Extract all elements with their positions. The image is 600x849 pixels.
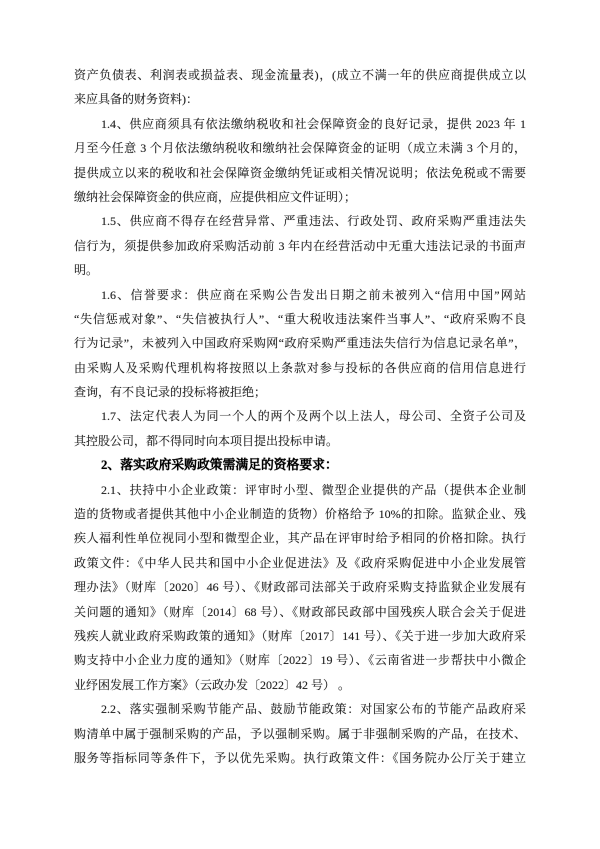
section-heading-block [74, 453, 526, 477]
paragraph-line: 查询，有不良记录的投标将被拒绝； [74, 385, 267, 400]
paragraph-line: 服务等指标同等条件下，予以优先采购。执行政策文件：《国务院办公厅关于建立 [74, 750, 526, 765]
paragraph-line: 2.1、扶持中小企业政策：评审时小型、微型企业提供的产品（提供本企业制 [101, 482, 526, 497]
paragraph-line: 疾人福利性单位视同小型和微型企业，其产品在评审时给予相同的价格扣除。执行 [74, 531, 526, 546]
paragraph-line: 提供成立以来的税收和社会保障资金缴纳凭证或相关情况说明；依法免税或不需要 [74, 165, 526, 180]
paragraph-line: 来应具备的财务资料)： [74, 92, 198, 107]
paragraph-line: 购支持中小企业力度的通知》（财库〔2022〕19 号）、《云南省进一步帮扶中小微企 [74, 653, 526, 668]
paragraph [74, 697, 526, 770]
paragraph-line: 2.2、落实强制采购节能产品、鼓励节能政策：对国家公布的节能产品政府采 [101, 702, 526, 717]
paragraph-line: 关问题的通知》（财库〔2014〕68 号）、《财政部民政部中国残疾人联合会关于促进 [74, 604, 526, 619]
paragraph-line: 1.7、法定代表人为同一个人的两个及两个以上法人，母公司、全资子公司及 [101, 409, 526, 424]
paragraph-line: 造的货物或者提供其他中小企业制造的货物）价格给予 10%的扣除。监狱企业、残 [74, 507, 526, 522]
paragraph [74, 478, 526, 698]
paragraph-line: 理办法》（财库〔2020〕46 号）、《财政部司法部关于政府采购支持监狱企业发展有 [74, 580, 526, 595]
paragraph-line: 信行为，须提供参加政府采购活动前 3 年内在经营活动中无重大违法记录的书面声 [74, 238, 526, 253]
paragraph [74, 283, 526, 405]
paragraph-line: 1.4、供应商须具有依法缴纳税收和社会保障资金的良好记录，提供 2023 年 1 [101, 116, 526, 131]
paragraph [74, 63, 526, 112]
paragraph-line: 缴纳社会保障资金的供应商，应提供相应文件证明）； [74, 189, 357, 204]
paragraph-line: 月至今任意 3 个月依法缴纳税收和缴纳社会保障资金的证明（成立未满 3 个月的， [74, 141, 526, 156]
paragraph-line: 明。 [74, 263, 99, 278]
paragraph-line: 资产负债表、利润表或损益表、现金流量表)，(成立不满一年的供应商提供成立以 [74, 68, 526, 82]
paragraph-line: 政策文件：《中华人民共和国中小企业促进法》及《政府采购促进中小企业发展管 [74, 555, 526, 570]
paragraph-line: 行为记录”，未被列入中国政府采购网“政府采购严重违法失信行为信息记录名单”， [74, 336, 526, 351]
document-body [74, 63, 526, 770]
paragraph-line: 1.6、信誉要求：供应商在采购公告发出日期之前未被列入“信用中国”网站 [101, 287, 526, 302]
paragraph-line: 残疾人就业政府采购政策的通知》（财库〔2017〕141 号）、《关于进一步加大政府采 [74, 628, 526, 643]
paragraph-line: 业纾困发展工作方案》（云政办发〔2022〕42 号） 。 [74, 677, 351, 692]
paragraph-line: “失信惩戒对象”、“失信被执行人”、“重大税收违法案件当事人”、“政府采购不良 [74, 311, 526, 326]
paragraph [74, 112, 526, 210]
paragraph-line: 由采购人及采购代理机构将按照以上条款对参与投标的各供应商的信用信息进行 [74, 360, 526, 375]
paragraph-line: 其控股公司，都不得同时向本项目提出投标申请。 [74, 433, 339, 448]
paragraph-line: 1.5、供应商不得存在经营异常、严重违法、行政处罚、政府采购严重违法失 [101, 214, 526, 229]
paragraph [74, 209, 526, 282]
paragraph-line: 购清单中属于强制采购的产品，予以强制采购。属于非强制采购的产品，在技术、 [74, 726, 526, 741]
paragraph [74, 404, 526, 453]
section-heading: 2、落实政府采购政策需满足的资格要求： [101, 458, 338, 473]
